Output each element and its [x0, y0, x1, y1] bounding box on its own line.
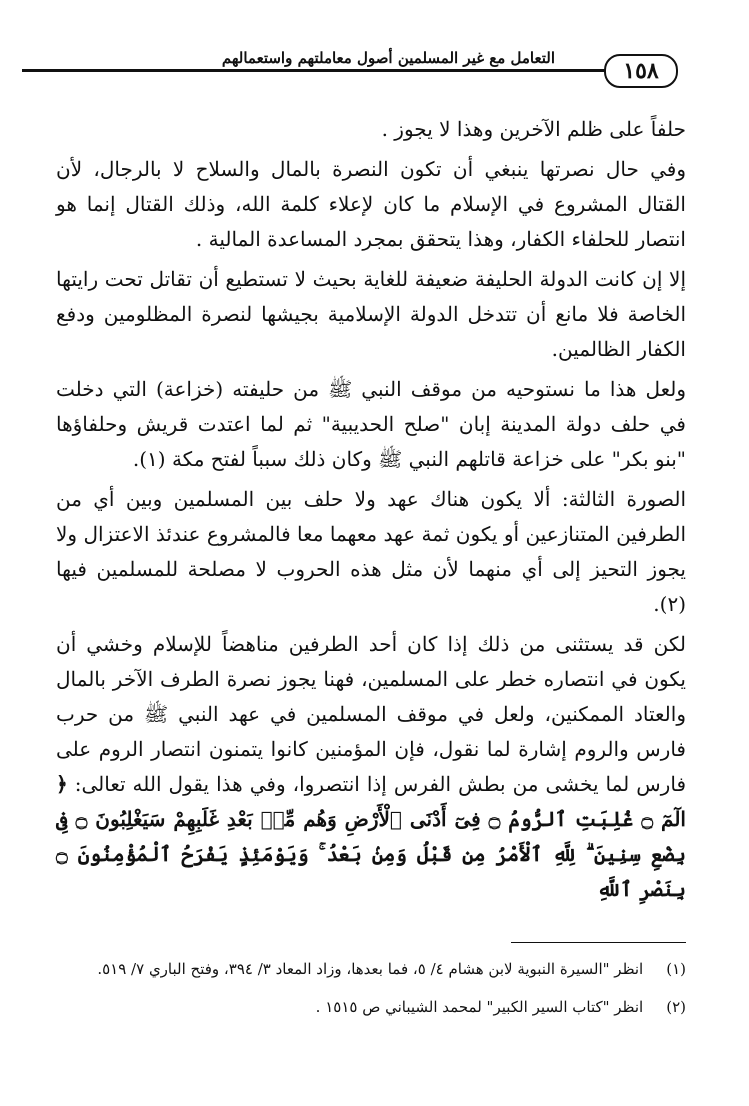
paragraph — [56, 627, 686, 907]
page-number: ١٥٨ — [604, 54, 678, 88]
footnote-text: انظر "السيرة النبوية لابن هشام ٤/ ٥، فما بعدها، وزاد المعاد ٣/ ٣٩٤، وفتح الباري ٧/ ٥١٩. — [97, 960, 644, 978]
footnote-text: انظر "كتاب السير الكبير" لمحمد الشيباني ص ١٥١٥ . — [315, 998, 644, 1016]
page-header — [22, 48, 690, 86]
paragraph: إلا إن كانت الدولة الحليفة ضعيفة للغاية بحيث لا تستطيع أن تقاتل تحت رايتها الخاصة فلا مانع أن تتدخل الدولة الإسلامية بجيشها لنصرة المظلومين ودفع الكفار الظالمين. — [56, 267, 686, 361]
paragraph: ولعل هذا ما نستوحيه من موقف النبي ﷺ من حليفته (خزاعة) التي دخلت في حلف دولة المدينة إبان "صلح الحديبية" ثم لما اعتدت قريش وحلفاؤها "بنو بكر" على خزاعة قاتلهم النبي ﷺ وكان ذلك سبباً لفتح مكة (١). — [56, 377, 686, 471]
running-title: التعامل مع غير المسلمين أصول معاملتهم واستعمالهم — [221, 49, 555, 67]
header-rule — [22, 69, 620, 72]
paragraph-text: لكن قد يستثنى من ذلك إذا كان أحد الطرفين مناهضاً للإسلام وخشي أن يكون في انتصاره خطر على المسلمين، فهنا يجوز نصرة الطرف الآخر بالمال والعتاد الممكنين، ولعل في موقف المسلمين في عهد النبي ﷺ من حرب فارس والروم إشارة لما نقول، فإن المؤمنين كانوا يتمنون انتصار الروم على فارس لما يخشى من بطش الفرس إذا انتصروا، وفي هذا يقول الله تعالى: — [56, 632, 686, 796]
footnote-number: (٢) — [666, 998, 686, 1016]
footnote-rule — [511, 942, 686, 943]
paragraph: وفي حال نصرتها ينبغي أن تكون النصرة بالمال والسلاح لا بالرجال، لأن القتال المشروع في الإسلام ما كان لإعلاء كلمة الله، وذلك القتال إنما هو انتصار للحلفاء الكفار، وهذا يتحقق بمجرد المساعدة المالية . — [56, 157, 686, 251]
paragraph: الصورة الثالثة: ألا يكون هناك عهد ولا حلف بين المسلمين وبين أي من الطرفين المتنازعين أو يكون ثمة عهد معهما معا فالمشروع عندئذ الاعتزال ولا يجوز التحيز إلى أي منهما لأن مثل هذه الحروب لا مصلحة للمسلمين فيها (٢). — [56, 487, 686, 616]
footnote-item — [56, 953, 686, 985]
paragraph: حلفاً على ظلم الآخرين وهذا لا يجوز . — [381, 117, 686, 141]
footnotes — [56, 942, 686, 1029]
main-text — [56, 112, 686, 912]
footnote-number: (١) — [666, 960, 686, 978]
quran-verse: ﴿ الٓمٓ ۝ غُلِبَتِ ٱلرُّومُ ۝ فِىٓ أَدْنَى ٱلْأَرْضِ وَهُم مِّنۢ بَعْدِ غَلَبِهِمْ سَيَغْلِبُونَ ۝ فِى بِضْعِ سِنِينَ ۗ لِلَّهِ ٱلْأَمْرُ مِن قَبْلُ وَمِنۢ بَعْدُ ۚ وَيَوْمَئِذٍ يَفْرَحُ ٱلْمُؤْمِنُونَ ۝ بِنَصْرِ ٱللَّهِ — [56, 772, 686, 901]
footnote-item — [56, 991, 686, 1023]
